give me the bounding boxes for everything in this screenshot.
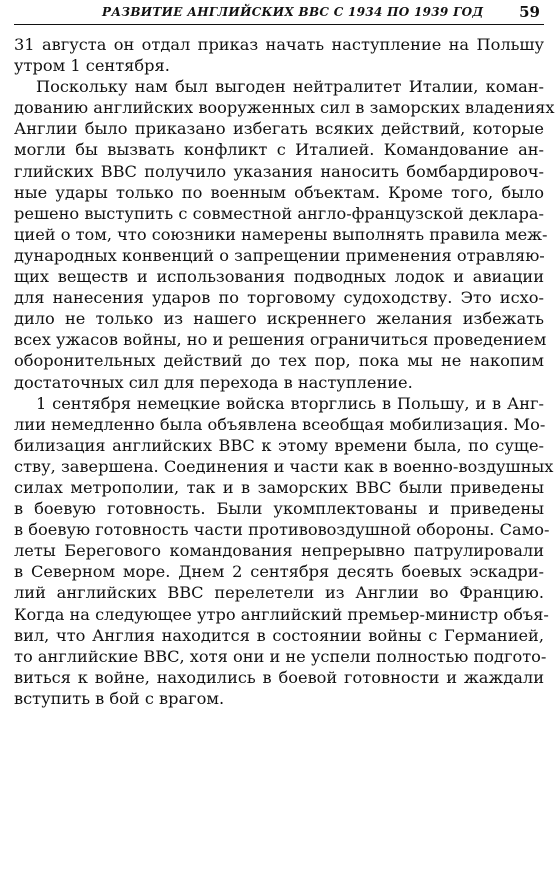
text-line: дило не только из нашего искреннего желания избежать [14, 309, 544, 329]
text-line: утром 1 сентября. [14, 56, 170, 76]
text-line: достаточных сил для перехода в наступление. [14, 372, 413, 392]
text-line: дованию английских вооруженных сил в заморских владениях [14, 98, 555, 118]
page-number: 59 [519, 3, 540, 21]
running-header [14, 4, 544, 25]
text-line: леты Берегового командования непрерывно патрулировали [14, 541, 544, 561]
text-line: 1 сентября немецкие войска вторглись в Польшу, и в Анг- [36, 393, 544, 413]
text-line: для нанесения ударов по торговому судоходству. Это исхо- [14, 288, 544, 308]
text-line: 31 августа он отдал приказ начать наступление на Польшу [14, 35, 544, 54]
text-line: лии немедленно была объявлена всеобщая мобилизация. Мо- [14, 414, 546, 434]
running-title: РАЗВИТИЕ АНГЛИЙСКИХ ВВС С 1934 ПО 1939 ГОД [102, 5, 484, 19]
text-line: Англии было приказано избегать всяких действий, которые [14, 119, 544, 139]
text-line: вил, что Англия находится в состоянии войны с Германией, [14, 625, 544, 645]
text-line: Когда на следующее утро английский премьер-министр объя- [14, 604, 549, 624]
text-line: в боевую готовность части противовоздушной обороны. Само- [14, 520, 550, 540]
text-line: в боевую готовность. Были укомплектованы и приведены [14, 499, 544, 519]
text-line: щих веществ и использования подводных лодок и авиации [14, 267, 544, 287]
text-line: билизация английских ВВС к этому времени была, по суще- [14, 435, 544, 455]
text-line: в Северном море. Днем 2 сентября десять боевых эскадри- [14, 562, 544, 582]
text-line: лий английских ВВС перелетели из Англии во Францию. [14, 583, 544, 603]
text-line: всех ужасов войны, но и решения ограничиться проведением [14, 330, 547, 350]
text-line: дународных конвенций о запрещении применения отравляю- [14, 245, 545, 265]
body-text [14, 34, 555, 709]
text-line: могли бы вызвать конфликт с Италией. Командование ан- [14, 140, 544, 160]
text-line: ные удары только по военным объектам. Кроме того, было [14, 182, 544, 202]
text-line: Поскольку нам был выгоден нейтралитет Италии, коман- [36, 77, 544, 97]
text-line: глийских ВВС получило указания наносить бомбардировоч- [14, 161, 544, 181]
text-line: силах метрополии, так и в заморских ВВС были приведены [14, 477, 544, 497]
text-line: решено выступить с совместной англо-французской деклара- [14, 203, 544, 223]
text-line: цией о том, что союзники намерены выполнять правила меж- [14, 224, 548, 244]
text-line: вступить в бой с врагом. [14, 688, 225, 708]
text-line: оборонительных действий до тех пор, пока мы не накопим [14, 351, 544, 371]
text-line: ству, завершена. Соединения и части как в военно-воздушных [14, 456, 554, 476]
text-line: то английские ВВС, хотя они и не успели полностью подгото- [14, 646, 547, 666]
text-line: виться к войне, находились в боевой готовности и жаждали [14, 667, 544, 687]
